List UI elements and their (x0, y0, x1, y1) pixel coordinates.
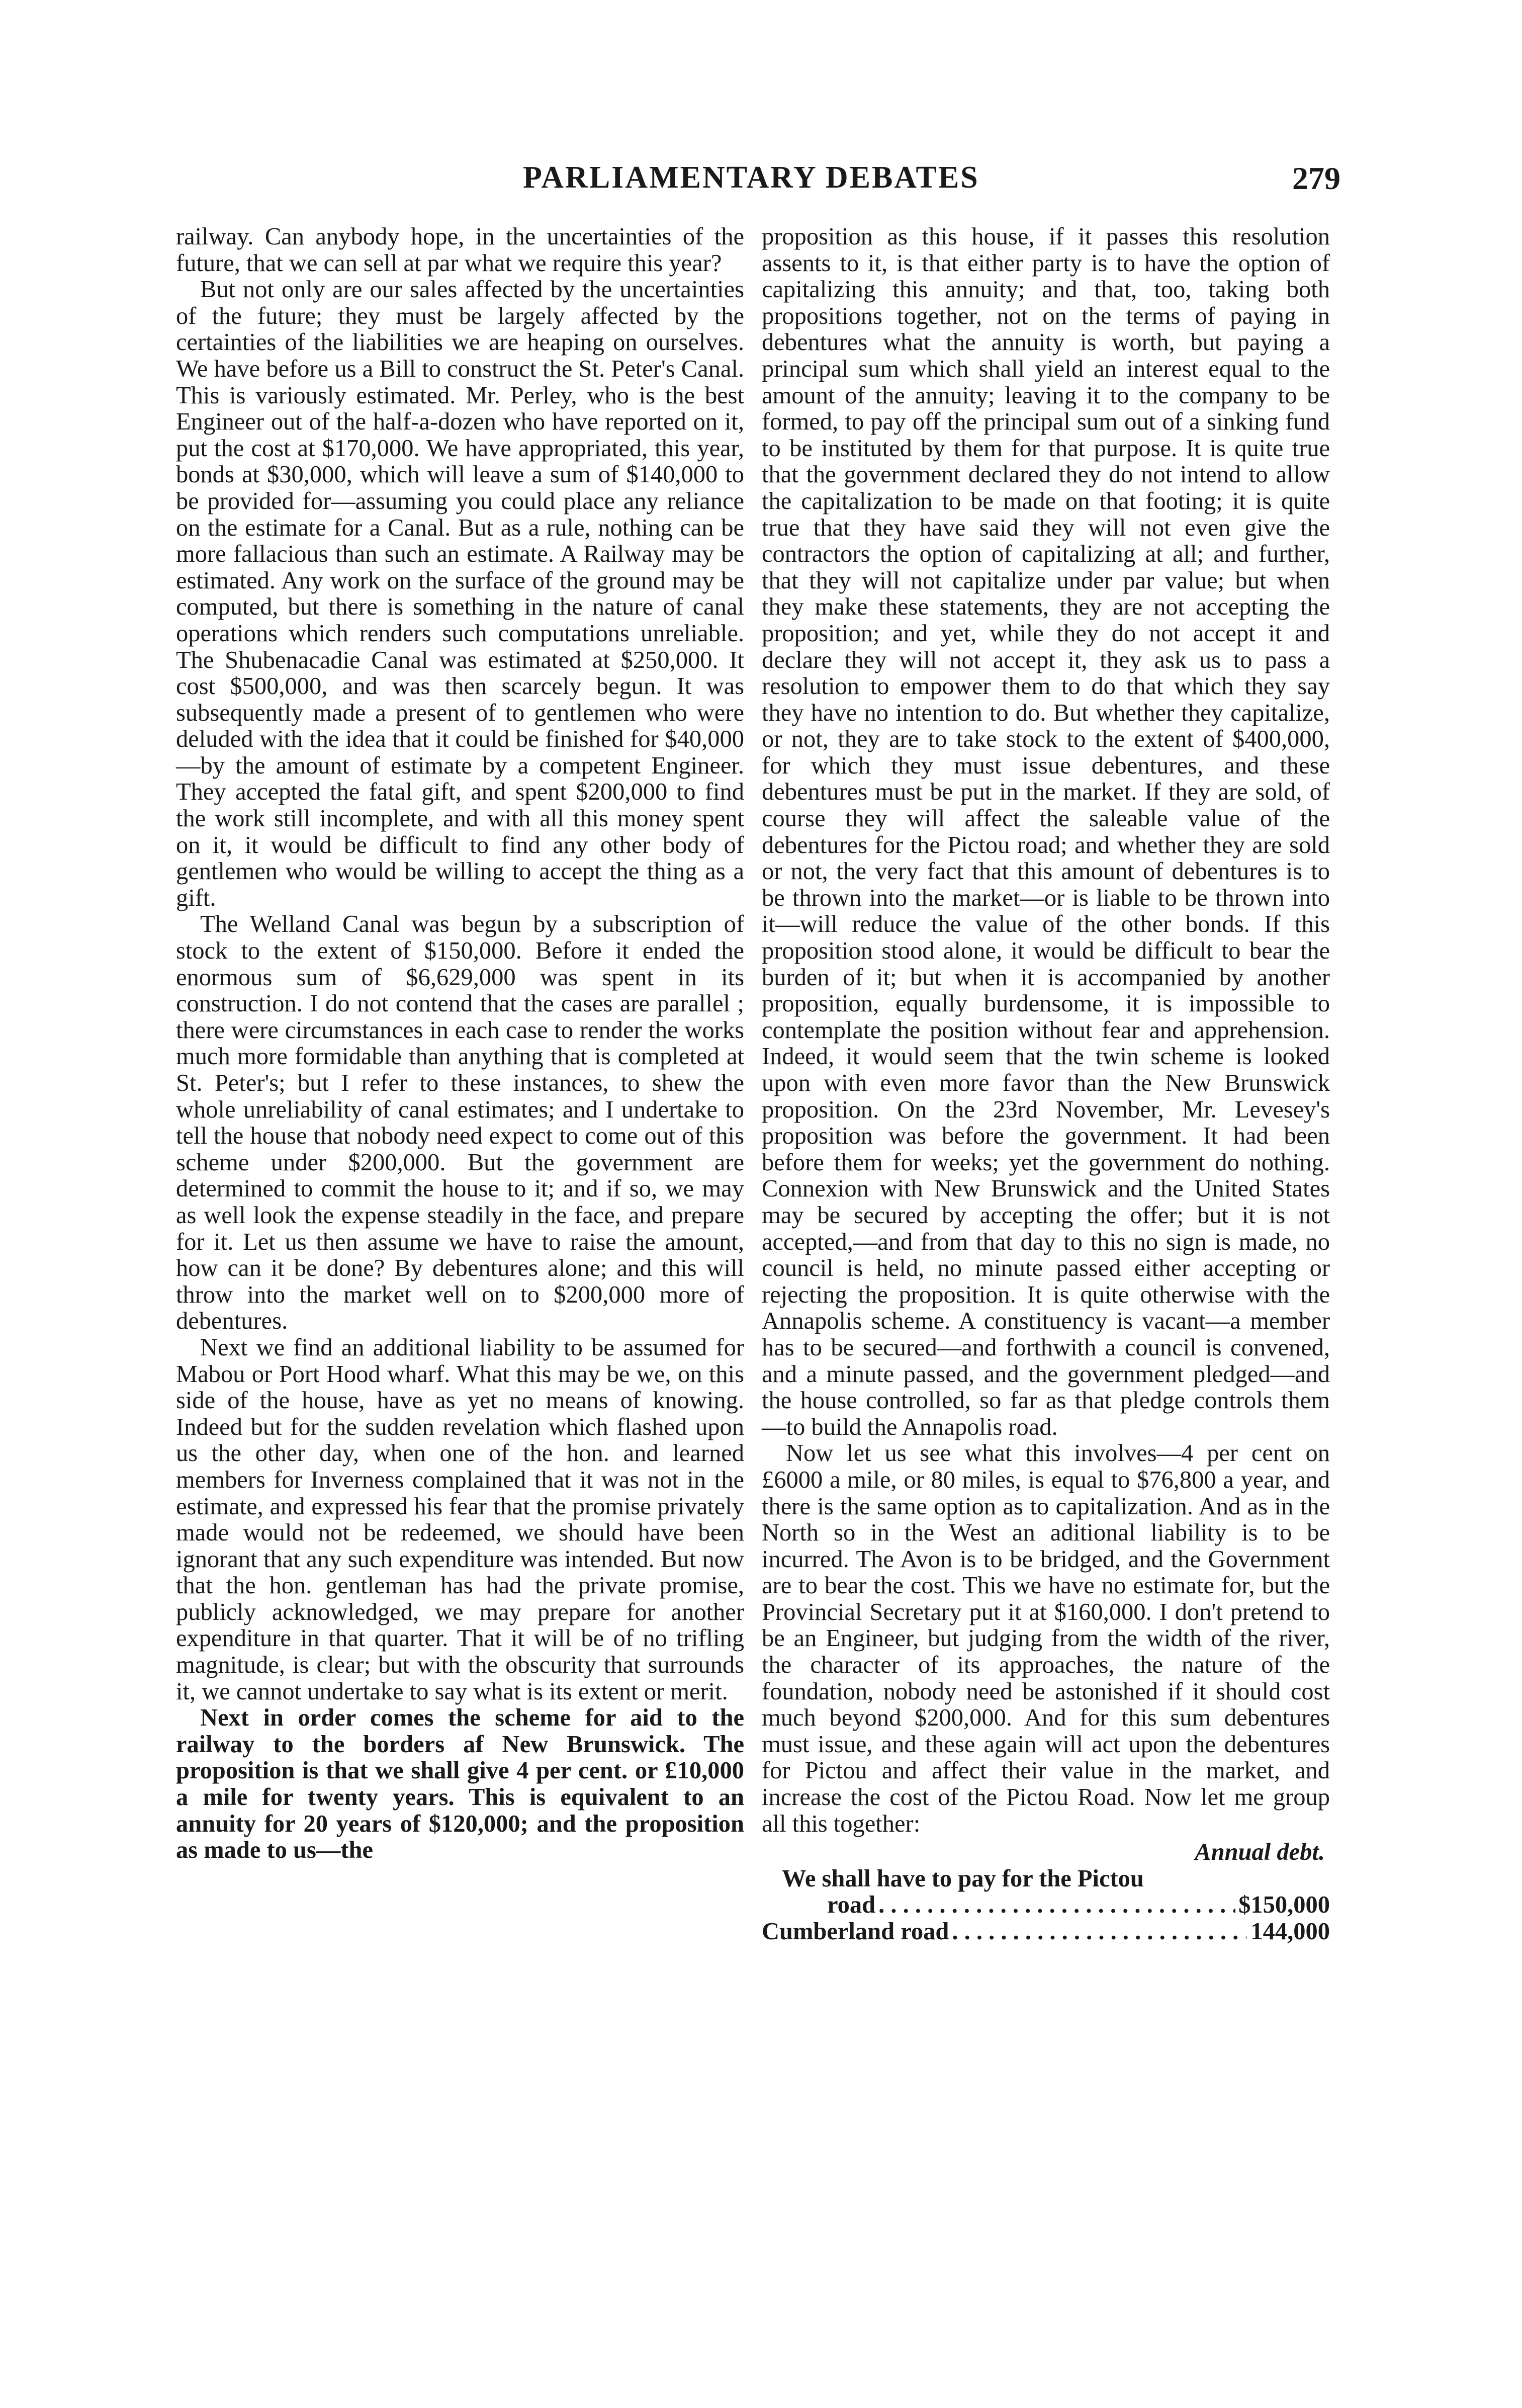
page-number: 279 (1292, 160, 1340, 196)
right-column (762, 224, 1330, 1945)
table-row-label: Cumberland road (762, 1918, 949, 1945)
table-row-label: We shall have to pay for the Pictou (782, 1865, 1144, 1892)
table-row-amount: 144,000 (1250, 1918, 1330, 1945)
running-head (0, 160, 1522, 205)
running-title: PARLIAMENTARY DEBATES (523, 160, 979, 195)
paragraph: Now let us see what this involves—4 per cent on £6000 a mile, or 80 miles, is equal to $76,800 a year, and there is the same option as to capitalization. And as in the North so in the West an aditional liability is to be incurred. The Avon is to be bridged, and the Government are to bear the cost. This we have no estimate for, but the Provincial Secretary put it at $160,000. I don't pretend to be an Engineer, but judging from the width of the river, the character of its approaches, the nature of the foundation, nobody need be astonished if it should cost much beyond $200,000. And for this sum debentures must issue, and these again will act upon the debentures for Pictou and affect their value in the market, and increase the cost of the Pictou Road. Now let me group all this together: (762, 1440, 1330, 1837)
paragraph: Next we find an additional liability to be assumed for Mabou or Port Hood wharf. What this may be we, on this side of the house, have as yet no means of knowing. Indeed but for the sudden revelation which flashed upon us the other day, when one of the hon. and learned members for Inverness complained that it was not in the estimate, and expressed his fear that the promise privately made would not be redeemed, we should have been ignorant that any such expenditure was intended. But now that the hon. gentleman has had the private promise, publicly acknowledged, we may prepare for another expenditure in that quarter. That it will be of no trifling magnitude, is clear; but with the obscurity that surrounds it, we cannot undertake to say what is its extent or merit. (176, 1334, 744, 1705)
paragraph: The Welland Canal was begun by a subscription of stock to the extent of $150,000. Before it ended the enormous sum of $6,629,000 was spent in its construction. I do not contend that the cases are parallel ; there were circumstances in each case to render the works much more formidable than anything that is completed at St. Peter's; but I refer to these instances, to shew the whole unreliability of canal estimates; and I undertake to tell the house that nobody need expect to come out of this scheme under $200,000. But the government are determined to commit the house to it; and if so, we may as well look the expense steadily in the face, and prepare for it. Let us then assume we have to raise the amount, how can it be done? By debentures alone; and this will throw into the market well on to $200,000 more of debentures. (176, 911, 744, 1335)
table-row (762, 1892, 1330, 1919)
paragraph: But not only are our sales affected by the uncertainties of the future; they must be largely affected by the certainties of the liabilities we are heaping on ourselves. We have before us a Bill to construct the St. Peter's Canal. This is variously estimated. Mr. Perley, who is the best Engineer out of the half-a-dozen who have reported on it, put the cost at $170,000. We have appropriated, this year, bonds at $30,000, which will leave a sum of $140,000 to be provided for—assuming you could place any reliance on the estimate for a Canal. But as a rule, nothing can be more fallacious than such an estimate. A Railway may be estimated. Any work on the surface of the ground may be computed, but there is something in the nature of canal operations which renders such computations unreliable. The Shubenacadie Canal was estimated at $250,000. It cost $500,000, and was then scarcely begun. It was subsequently made a present of to gentlemen who were deluded with the idea that it could be finished for $40,000—by the amount of estimate by a competent Engineer. They accepted the fatal gift, and spent $200,000 to find the work still incomplete, and with all this money spent on it, it would be difficult to find any other body of gentlemen who would be willing to accept the thing as a gift. (176, 276, 744, 911)
dot-leader (878, 1892, 1235, 1919)
paragraph: proposition as this house, if it passes this resolution assents to it, is that either party is to have the option of capitalizing this annuity; and that, too, taking both propositions together, not on the terms of paying in debentures what the annuity is worth, but paying a principal sum which shall yield an interest equal to the amount of the annuity; leaving it to the company to be formed, to pay off the principal sum out of a sinking fund to be instituted by them for that purpose. It is quite true that the government declared they do not intend to allow the capitalization to be made on that footing; it is quite true that they have said they will not even give the contractors the option of capitalizing at all; and further, that they will not capitalize under par value; but when they make these statements, they are not accepting the proposition; and yet, while they do not accept it and declare they will not accept it, they ask us to pass a resolution to empower them to do that which they say they have no intention to do. But whether they capitalize, or not, they are to take stock to the extent of $400,000, for which they must issue debentures, and these debentures must be put in the market. If they are sold, of course they will affect the saleable value of the debentures for the Pictou road; and whether they are sold or not, the very fact that this amount of debentures is to be thrown into the market—or is liable to be thrown into it—will reduce the value of the other bonds. If this proposition stood alone, it would be difficult to bear the burden of it; but when it is accompanied by another proposition, equally burdensome, it is impossible to contemplate the position without fear and apprehension. Indeed, it would seem that the twin scheme is looked upon with even more favor than the New Brunswick proposition. On the 23rd November, Mr. Levesey's proposition was before the government. It had been before them for weeks; yet the government do nothing. Connexion with New Brunswick and the United States may be secured by accepting the offer; but it is not accepted,—and from that day to this no sign is made, no council is held, no minute passed either accepting or rejecting the proposition. It is quite otherwise with the Annapolis scheme. A constituency is vacant—a member has to be secured—and forthwith a council is convened, and a minute passed, and the government pledged—and the house controlled, so far as that pledge controls them—to build the Annapolis road. (762, 223, 1330, 1440)
debt-table (762, 1839, 1330, 1945)
left-column (176, 224, 744, 1864)
table-row-amount: $150,000 (1238, 1891, 1330, 1919)
table-row (762, 1919, 1330, 1945)
dot-leader (952, 1919, 1246, 1945)
paragraph: railway. Can anybody hope, in the uncertainties of the future, that we can sell at par what we require this year? (176, 223, 744, 277)
debt-table-heading: Annual debt. (1195, 1839, 1325, 1866)
paragraph: Next in order comes the scheme for aid to the railway to the borders af New Brunswick. The proposition is that we shall give 4 per cent. or £10,000 a mile for twenty years. This is equivalent to an annuity for 20 years of $120,000; and the proposition as made to us—the (176, 1704, 744, 1864)
table-row (762, 1866, 1330, 1893)
table-row-label: road (827, 1891, 876, 1919)
